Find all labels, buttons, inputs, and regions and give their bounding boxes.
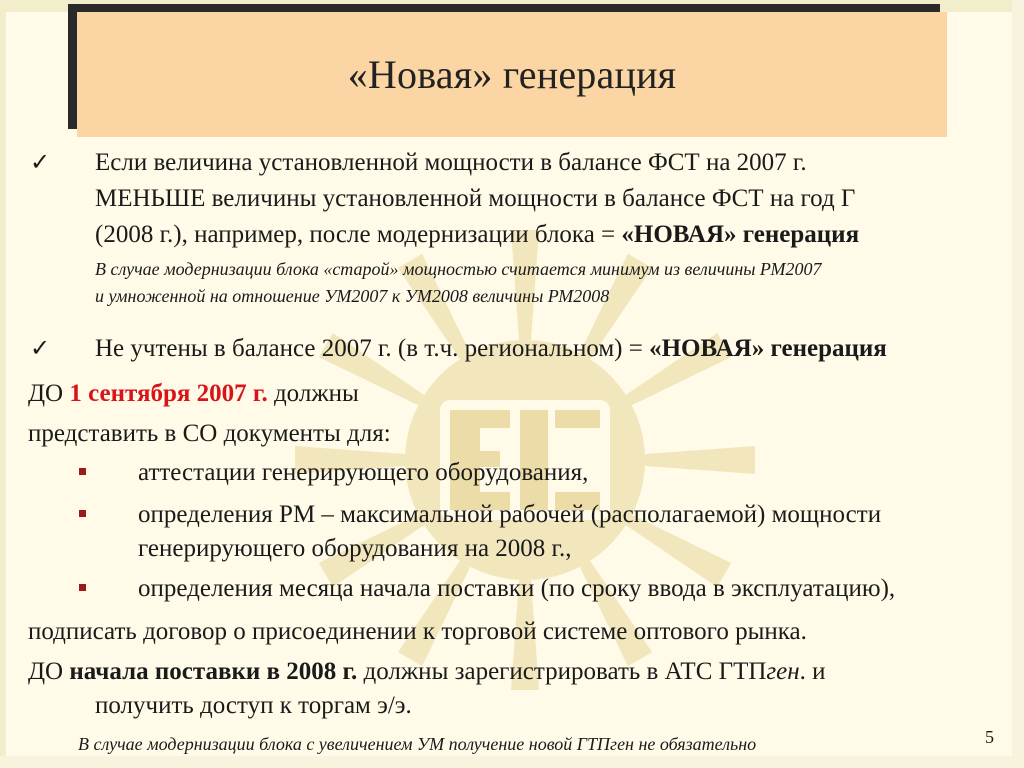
checkmark-icon: ✓	[30, 150, 51, 176]
slide-frame-right	[1012, 0, 1024, 768]
bullet2-line	[95, 332, 887, 366]
deadline2-line2: получить доступ к торгам э/э.	[95, 692, 412, 719]
deadline1-date: 1 сентября 2007 г.	[69, 380, 268, 407]
square-bullet-icon	[79, 584, 86, 591]
bullet1-note-line2: и умноженной на отношение УМ2007 к УМ2008 величины РМ2008	[95, 286, 610, 306]
deadline2-prefix: ДО	[28, 658, 70, 685]
subitem-2-line2: генерирующего оборудования на 2008 г.,	[138, 535, 572, 562]
subitem-2-line1: определения РМ – максимальной рабочей (располагаемой) мощности	[138, 501, 882, 528]
bullet1-line2: МЕНЬШЕ величины установленной мощности в балансе ФСТ на год Г	[95, 185, 856, 212]
submit-line: представить в СО документы для:	[28, 420, 391, 447]
bullet2-text: Не учтены в балансе 2007 г. (в т.ч. региональном) =	[95, 335, 650, 362]
sign-line: подписать договор о присоединении к торговой системе оптового рынка.	[28, 618, 807, 645]
bullet1-new-generation: «НОВАЯ» генерация	[621, 221, 860, 248]
deadline2-line1	[28, 655, 826, 689]
square-bullet-icon	[79, 510, 86, 517]
title-box	[77, 12, 947, 137]
subitem-3: определения месяца начала поставки (по сроку ввода в эксплуатацию),	[138, 575, 896, 602]
deadline2-suffix: . и	[799, 658, 826, 685]
bullet1-note-line1: В случае модернизации блока «старой» мощностью считается минимум из величины РМ2007	[95, 259, 822, 279]
bullet1-line3	[95, 218, 859, 252]
deadline1-prefix: ДО	[28, 380, 70, 407]
slide-frame-left	[0, 0, 6, 768]
bullet1-line1: Если величина установленной мощности в балансе ФСТ на 2007 г.	[95, 149, 807, 176]
deadline2-bold: начала поставки в 2008 г.	[69, 658, 358, 685]
slide-title: «Новая» генерация	[347, 52, 677, 97]
deadline1-line	[28, 377, 359, 411]
deadline1-suffix: должны	[267, 380, 359, 407]
checkmark-icon: ✓	[30, 336, 51, 362]
deadline2-mid: должны зарегистрировать в АТС ГТП	[357, 658, 767, 685]
slide-frame-bottom	[0, 756, 1024, 768]
bullet2-new-generation: «НОВАЯ» генерация	[649, 335, 887, 362]
footer-note: В случае модернизации блока с увеличением УМ получение новой ГТПген не обязательно	[78, 734, 757, 754]
page-number: 5	[985, 727, 994, 747]
deadline2-gen: ген	[766, 658, 800, 685]
subitem-1: аттестации генерирующего оборудования,	[138, 459, 589, 486]
bullet1-line3-text: (2008 г.), например, после модернизации блока =	[95, 221, 622, 248]
square-bullet-icon	[79, 468, 86, 475]
